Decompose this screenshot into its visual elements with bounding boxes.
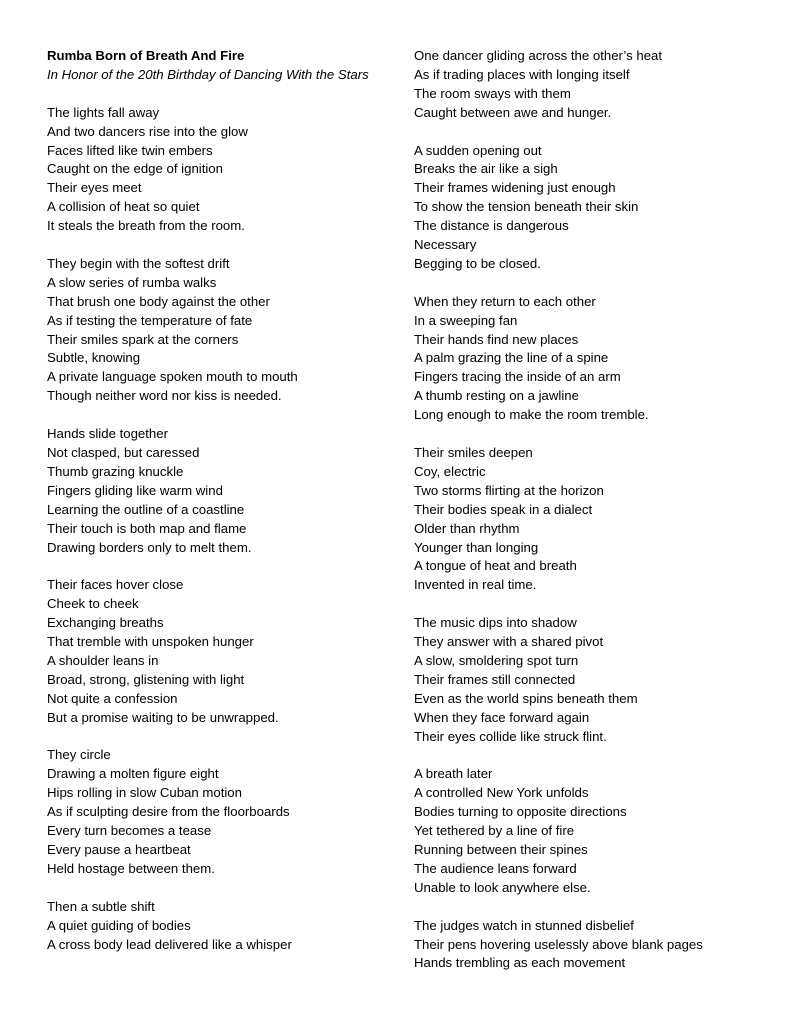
- poem-line: And two dancers rise into the glow: [47, 123, 248, 139]
- right-column: [414, 47, 764, 992]
- poem-line: Begging to be closed.: [414, 255, 541, 271]
- stanza: [414, 47, 764, 123]
- poem-line: Every pause a heartbeat: [47, 841, 191, 857]
- stanza: [414, 614, 764, 746]
- stanza: [414, 142, 764, 274]
- poem-line: As if trading places with longing itself: [414, 66, 630, 82]
- poem-line: The music dips into shadow: [414, 615, 577, 631]
- poem-line: Learning the outline of a coastline: [47, 501, 245, 517]
- poem-line: Cheek to cheek: [47, 596, 139, 612]
- poem-subtitle: In Honor of the 20th Birthday of Dancing With the Stars: [47, 66, 369, 82]
- poem-line: The lights fall away: [47, 104, 160, 120]
- poem-line: Fingers tracing the inside of an arm: [414, 369, 621, 385]
- poem-line: Bodies turning to opposite directions: [414, 804, 627, 820]
- poem-line: That tremble with unspoken hunger: [47, 634, 254, 650]
- stanza: [47, 746, 387, 878]
- poem-line: Hands trembling as each movement: [414, 955, 626, 971]
- poem-line: The room sways with them: [414, 85, 571, 101]
- poem-line: Their hands find new places: [414, 331, 579, 347]
- poem-line: Younger than longing: [414, 539, 539, 555]
- poem-line: Breaks the air like a sigh: [414, 161, 558, 177]
- poem-line: Running between their spines: [414, 841, 588, 857]
- poem-line: The judges watch in stunned disbelief: [414, 917, 634, 933]
- poem-line: Though neither word nor kiss is needed.: [47, 388, 282, 404]
- poem-line: Their frames widening just enough: [414, 180, 616, 196]
- poem-line: They answer with a shared pivot: [414, 634, 604, 650]
- poem-line: But a promise waiting to be unwrapped.: [47, 709, 279, 725]
- poem-line: Caught between awe and hunger.: [414, 104, 612, 120]
- right-stanzas: [414, 47, 764, 973]
- poem-line: As if sculpting desire from the floorboards: [47, 804, 290, 820]
- poem-line: Then a subtle shift: [47, 898, 155, 914]
- poem-line: Two storms flirting at the horizon: [414, 482, 604, 498]
- poem-line: Caught on the edge of ignition: [47, 161, 223, 177]
- left-column: [47, 47, 387, 973]
- poem-line: A thumb resting on a jawline: [414, 388, 579, 404]
- left-stanzas: [47, 104, 387, 955]
- poem-line: A cross body lead delivered like a whisper: [47, 936, 292, 952]
- poem-line: Drawing a molten figure eight: [47, 766, 219, 782]
- poem-line: Faces lifted like twin embers: [47, 142, 213, 158]
- poem-line: A slow series of rumba walks: [47, 274, 217, 290]
- poem-line: Not clasped, but caressed: [47, 444, 200, 460]
- poem-line: Their pens hovering uselessly above blank pages: [414, 936, 703, 952]
- poem-line: When they return to each other: [414, 293, 596, 309]
- poem-line: A slow, smoldering spot turn: [414, 652, 579, 668]
- stanza: [414, 293, 764, 425]
- poem-line: They begin with the softest drift: [47, 255, 230, 271]
- stanza: [414, 917, 764, 974]
- stanza: [47, 576, 387, 727]
- poem-line: Every turn becomes a tease: [47, 823, 212, 839]
- poem-line: Their faces hover close: [47, 577, 184, 593]
- poem-line: A private language spoken mouth to mouth: [47, 369, 298, 385]
- poem-line: A controlled New York unfolds: [414, 785, 589, 801]
- poem-line: Coy, electric: [414, 463, 486, 479]
- poem-title: Rumba Born of Breath And Fire: [47, 48, 245, 63]
- poem-line: A sudden opening out: [414, 142, 542, 158]
- poem-line: A quiet guiding of bodies: [47, 917, 191, 933]
- stanza: [47, 425, 387, 557]
- poem-line: Necessary: [414, 237, 477, 253]
- poem-line: Their eyes meet: [47, 180, 142, 196]
- poem-line: When they face forward again: [414, 709, 590, 725]
- poem-line: Their smiles spark at the corners: [47, 331, 239, 347]
- poem-line: Broad, strong, glistening with light: [47, 671, 245, 687]
- poem-line: A collision of heat so quiet: [47, 199, 200, 215]
- poem-line: Unable to look anywhere else.: [414, 879, 591, 895]
- poem-line: Hands slide together: [47, 426, 168, 442]
- poem-line: Older than rhythm: [414, 520, 520, 536]
- poem-line: In a sweeping fan: [414, 312, 518, 328]
- poem-line: The audience leans forward: [414, 860, 577, 876]
- poem-line: As if testing the temperature of fate: [47, 312, 253, 328]
- poem-line: Their smiles deepen: [414, 444, 533, 460]
- poem-line: A breath later: [414, 766, 493, 782]
- poem-line: Subtle, knowing: [47, 350, 141, 366]
- poem-line: Exchanging breaths: [47, 615, 164, 631]
- poem-line: Yet tethered by a line of fire: [414, 823, 575, 839]
- poem-line: It steals the breath from the room.: [47, 218, 245, 234]
- poem-line: To show the tension beneath their skin: [414, 199, 639, 215]
- poem-line: Their touch is both map and flame: [47, 520, 247, 536]
- stanza: [47, 255, 387, 406]
- poem-line: Held hostage between them.: [47, 860, 215, 876]
- poem-line: Not quite a confession: [47, 690, 178, 706]
- stanza: [47, 104, 387, 236]
- poem-line: The distance is dangerous: [414, 218, 569, 234]
- poem-line: Invented in real time.: [414, 577, 537, 593]
- poem-line: A shoulder leans in: [47, 652, 159, 668]
- poem-line: One dancer gliding across the other’s heat: [414, 48, 663, 63]
- poem-line: They circle: [47, 747, 111, 763]
- stanza: [414, 444, 764, 595]
- poem-line: Long enough to make the room tremble.: [414, 407, 649, 423]
- poem-line: Drawing borders only to melt them.: [47, 539, 252, 555]
- poem-line: Thumb grazing knuckle: [47, 463, 184, 479]
- poem-line: Their frames still connected: [414, 671, 576, 687]
- stanza: [414, 765, 764, 897]
- poem-line: That brush one body against the other: [47, 293, 270, 309]
- poem-line: Fingers gliding like warm wind: [47, 482, 223, 498]
- poem-line: A tongue of heat and breath: [414, 558, 577, 574]
- poem-line: A palm grazing the line of a spine: [414, 350, 609, 366]
- poem-line: Hips rolling in slow Cuban motion: [47, 785, 242, 801]
- poem-line: Their eyes collide like struck flint.: [414, 728, 607, 744]
- poem-line: Their bodies speak in a dialect: [414, 501, 593, 517]
- stanza: [47, 898, 387, 955]
- poem-line: Even as the world spins beneath them: [414, 690, 638, 706]
